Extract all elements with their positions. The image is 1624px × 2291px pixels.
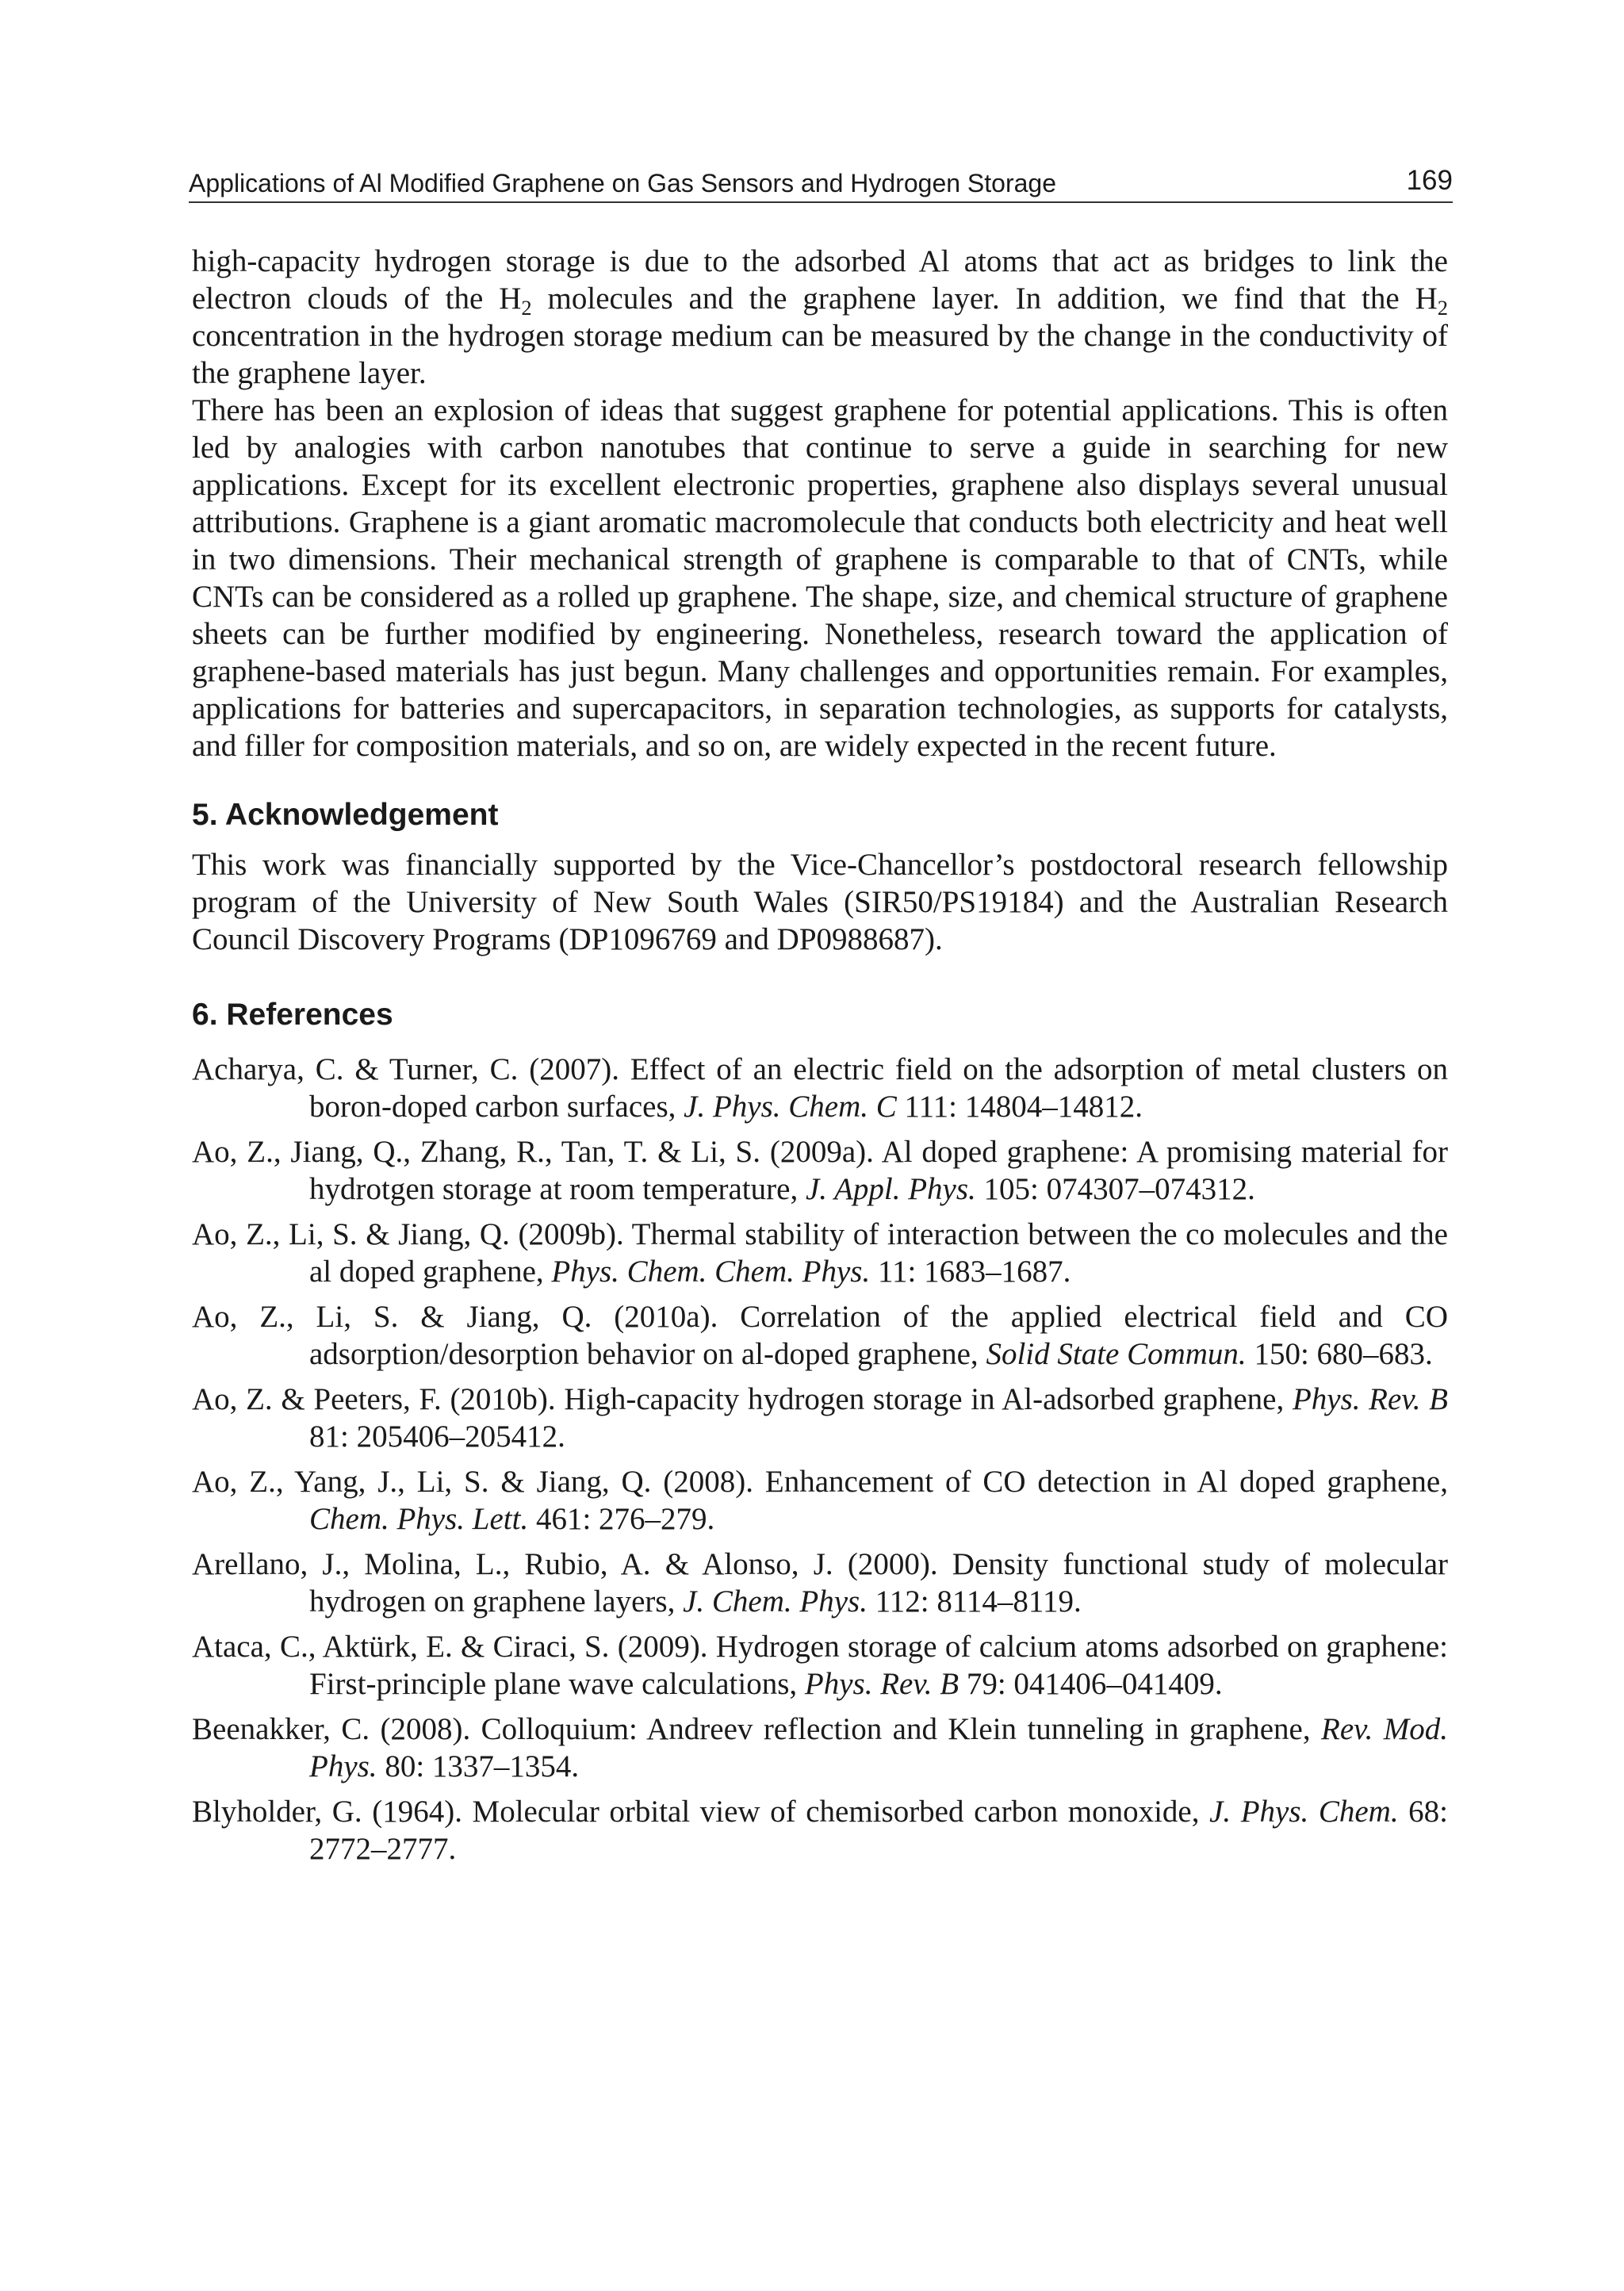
acknowledgement-heading: 5. Acknowledgement bbox=[192, 798, 499, 832]
reference-journal: J. Chem. Phys. bbox=[683, 1584, 868, 1619]
text-run: high-capacity hydrogen storage is due to the adsorbed Al atoms that act as bridges to link the electron clouds of the H bbox=[192, 244, 1448, 316]
reference-item bbox=[192, 1711, 1448, 1785]
reference-text: Ao, Z., Li, S. & Jiang, Q. (2010a). Correlation of the applied electrical field and CO adsorption/desorption behavior on al-doped graphene, bbox=[192, 1300, 1448, 1371]
references-heading: 6. References bbox=[192, 998, 393, 1032]
reference-journal: Phys. Rev. B bbox=[804, 1667, 959, 1701]
reference-text: Acharya, C. & Turner, C. (2007). Effect of an electric field on the adsorption of metal clusters on boron-doped carbon surfaces, bbox=[192, 1052, 1448, 1124]
reference-journal: J. Phys. Chem. bbox=[1209, 1795, 1399, 1829]
text-run: concentration in the hydrogen storage medium can be measured by the change in the conductivity of the graphene layer. bbox=[192, 319, 1448, 390]
body-paragraph-2: There has been an explosion of ideas that suggest graphene for potential applications. This is often led by analogies with carbon nanotubes that continue to serve a guide in searching for new applications. Except for its excellent electronic properties, graphene also displays several unusual attributions. Graphene is a giant aromatic macromolecule that conducts both electricity and heat well in two dimensions. Their mechanical strength of graphene is comparable to that of CNTs, while CNTs can be considered as a rolled up graphene. The shape, size, and chemical structure of graphene sheets can be further modified by engineering. Nonetheless, research toward the application of graphene-based materials has just begun. Many challenges and opportunities remain. For examples, applications for batteries and supercapacitors, in separation technologies, as supports for catalysts, and filler for composition materials, and so on, are widely expected in the recent future. bbox=[192, 393, 1448, 763]
reference-text: 150: 680–683. bbox=[1246, 1337, 1433, 1371]
reference-text: 461: 276–279. bbox=[528, 1502, 715, 1536]
reference-item bbox=[192, 1793, 1448, 1868]
reference-item bbox=[192, 1298, 1448, 1373]
reference-text: Ao, Z., Yang, J., Li, S. & Jiang, Q. (2008). Enhancement of CO detection in Al doped graphene, bbox=[192, 1465, 1448, 1499]
text-run: molecules and the graphene layer. In addition, we find that the H bbox=[531, 282, 1438, 316]
reference-text: Beenakker, C. (2008). Colloquium: Andreev reflection and Klein tunneling in graphene, bbox=[192, 1712, 1322, 1746]
acknowledgement-text: This work was financially supported by the Vice-Chancellor’s postdoctoral research fellowship program of the University of New South Wales (SIR50/PS19184) and the Australian Research Council Discovery Programs (DP1096769 and DP0988687). bbox=[192, 848, 1448, 956]
reference-journal: J. Appl. Phys. bbox=[805, 1172, 976, 1206]
reference-text: 112: 8114–8119. bbox=[867, 1584, 1082, 1619]
reference-journal: Phys. Rev. B bbox=[1292, 1382, 1448, 1416]
running-title: Applications of Al Modified Graphene on Gas Sensors and Hydrogen Storage bbox=[189, 169, 1056, 197]
page-number: 169 bbox=[1406, 165, 1453, 196]
reference-journal: Rev. Mod. Phys. bbox=[309, 1712, 1448, 1783]
reference-item bbox=[192, 1628, 1448, 1703]
reference-item bbox=[192, 1463, 1448, 1538]
reference-text: 81: 205406–205412. bbox=[309, 1419, 565, 1454]
main-content bbox=[192, 243, 1448, 1875]
reference-text: 105: 074307–074312. bbox=[975, 1172, 1255, 1206]
reference-text: 68: 2772–2777. bbox=[309, 1795, 1448, 1866]
reference-journal: Phys. Chem. Chem. Phys. bbox=[551, 1255, 871, 1289]
reference-list bbox=[192, 1051, 1448, 1868]
reference-item bbox=[192, 1381, 1448, 1455]
reference-item bbox=[192, 1133, 1448, 1208]
subscript: 2 bbox=[521, 295, 532, 320]
reference-journal: Chem. Phys. Lett. bbox=[309, 1502, 529, 1536]
reference-text: Ao, Z., Jiang, Q., Zhang, R., Tan, T. & Li, S. (2009a). Al doped graphene: A promising material for hydrotgen storage at room temperature, bbox=[192, 1135, 1448, 1206]
reference-text: Ao, Z. & Peeters, F. (2010b). High-capacity hydrogen storage in Al-adsorbed graphene, bbox=[192, 1382, 1293, 1416]
reference-text: 11: 1683–1687. bbox=[870, 1255, 1071, 1289]
reference-item bbox=[192, 1216, 1448, 1290]
reference-text: 79: 041406–041409. bbox=[959, 1667, 1223, 1701]
reference-text: 111: 14804–14812. bbox=[896, 1090, 1143, 1124]
reference-text: 80: 1337–1354. bbox=[377, 1749, 580, 1783]
subscript: 2 bbox=[1437, 295, 1448, 320]
reference-item bbox=[192, 1051, 1448, 1125]
reference-journal: J. Phys. Chem. C bbox=[684, 1090, 897, 1124]
reference-text: Ataca, C., Aktürk, E. & Ciraci, S. (2009). Hydrogen storage of calcium atoms adsorbed on graphene: First-principle plane wave calculations, bbox=[192, 1630, 1448, 1701]
reference-text: Ao, Z., Li, S. & Jiang, Q. (2009b). Thermal stability of interaction between the co molecules and the al doped graphene, bbox=[192, 1217, 1448, 1289]
reference-text: Blyholder, G. (1964). Molecular orbital view of chemisorbed carbon monoxide, bbox=[192, 1795, 1210, 1829]
body-paragraph-1 bbox=[192, 243, 1448, 392]
reference-journal: Solid State Commun. bbox=[986, 1337, 1247, 1371]
running-header bbox=[189, 163, 1453, 203]
reference-item bbox=[192, 1546, 1448, 1620]
reference-text: Arellano, J., Molina, L., Rubio, A. & Alonso, J. (2000). Density functional study of molecular hydrogen on graphene layers, bbox=[192, 1547, 1448, 1619]
